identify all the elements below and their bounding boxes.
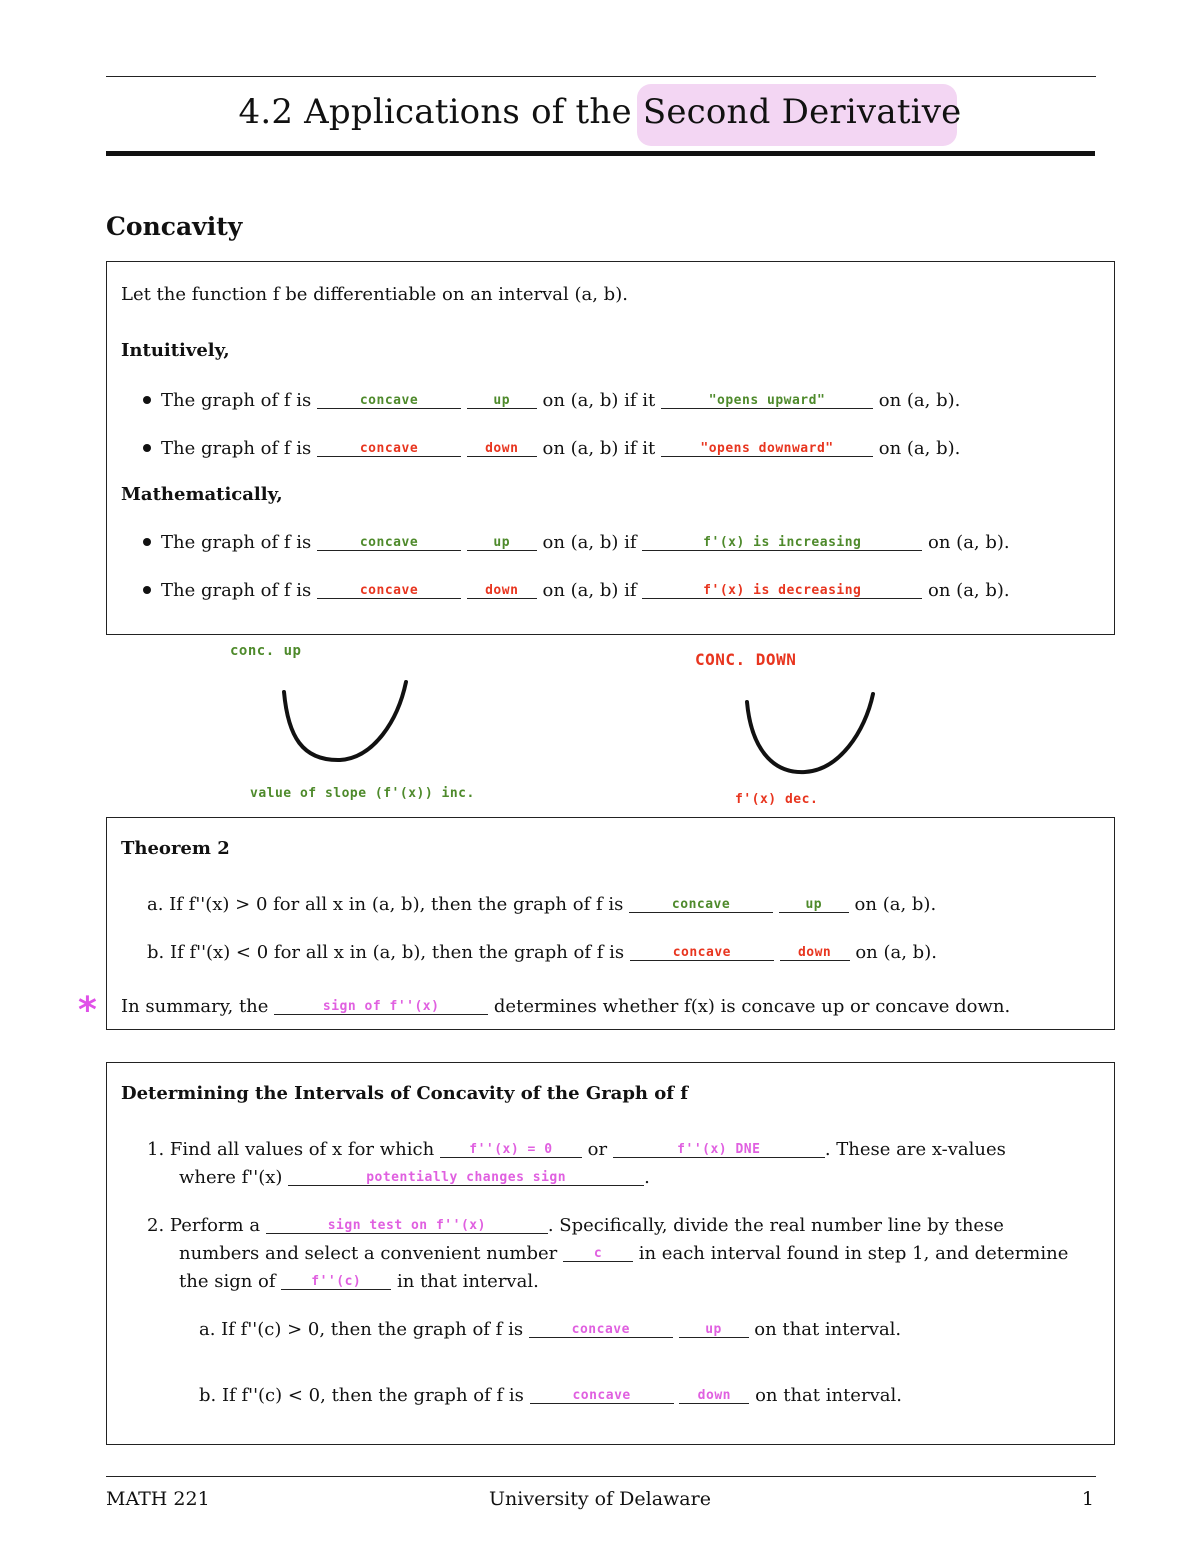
conc-down-note: f'(x) dec.	[735, 792, 819, 807]
mathematically-label: Mathematically,	[121, 484, 283, 505]
intro-text: Let the function f be differentiable on an interval (a, b).	[121, 284, 628, 305]
footer-course: MATH 221	[106, 1488, 210, 1510]
determining-box	[106, 1062, 1115, 1445]
footer-university: University of Delaware	[489, 1488, 711, 1510]
theorem-summary: In summary, the sign of f''(x) determines whether f(x) is concave up or concave down.	[121, 996, 1011, 1017]
step2-line2: numbers and select a convenient number c in each interval found in step 1, and determine	[179, 1243, 1069, 1264]
step1-line2: where f''(x) potentially changes sign .	[179, 1167, 650, 1188]
footer-rule	[106, 1476, 1096, 1477]
step2-line3: the sign of f''(c) in that interval.	[179, 1271, 539, 1292]
top-rule	[106, 76, 1096, 77]
determining-heading: Determining the Intervals of Concavity of the Graph of f	[121, 1083, 689, 1104]
theorem-a: a. If f''(x) > 0 for all x in (a, b), then the graph of f is concave up on (a, b).	[147, 894, 937, 915]
section-title: Concavity	[106, 212, 243, 241]
conc-up-label: conc. up	[230, 643, 302, 659]
step2-a: a. If f''(c) > 0, then the graph of f is concave up on that interval.	[199, 1319, 902, 1340]
theorem-b: b. If f''(x) < 0 for all x in (a, b), then the graph of f is concave down on (a, b).	[147, 942, 937, 963]
intuit-bullet-2: The graph of f is concave down on (a, b) if it "opens downward" on (a, b).	[143, 436, 960, 459]
concave-down-sketch	[735, 686, 885, 786]
title-rule	[106, 151, 1095, 156]
math-bullet-2: The graph of f is concave down on (a, b) if f'(x) is decreasing on (a, b).	[143, 578, 1010, 601]
bullet-icon	[143, 444, 151, 452]
bullet-icon	[143, 396, 151, 404]
bullet-icon	[143, 586, 151, 594]
page-number: 1	[1081, 1488, 1094, 1510]
intuit-bullet-1: The graph of f is concave up on (a, b) if it "opens upward" on (a, b).	[143, 388, 960, 411]
conc-down-label: CONC. DOWN	[695, 650, 797, 669]
theorem-heading: Theorem 2	[121, 838, 230, 859]
math-bullet-1: The graph of f is concave up on (a, b) if f'(x) is increasing on (a, b).	[143, 530, 1010, 553]
bullet-icon	[143, 538, 151, 546]
theorem-box	[106, 817, 1115, 1030]
conc-up-note: value of slope (f'(x)) inc.	[250, 786, 475, 801]
step2-b: b. If f''(c) < 0, then the graph of f is concave down on that interval.	[199, 1385, 902, 1406]
definition-box	[106, 261, 1115, 635]
step1-line1: 1. Find all values of x for which f''(x) = 0 or f''(x) DNE . These are x-values	[147, 1139, 1006, 1160]
concave-up-sketch	[270, 676, 420, 776]
star-annotation: *	[78, 990, 97, 1031]
intuitively-label: Intuitively,	[121, 340, 230, 361]
page-title: 4.2 Applications of the Second Derivative	[238, 92, 962, 132]
step2-line1: 2. Perform a sign test on f''(x) . Specifically, divide the real number line by these	[147, 1215, 1004, 1236]
